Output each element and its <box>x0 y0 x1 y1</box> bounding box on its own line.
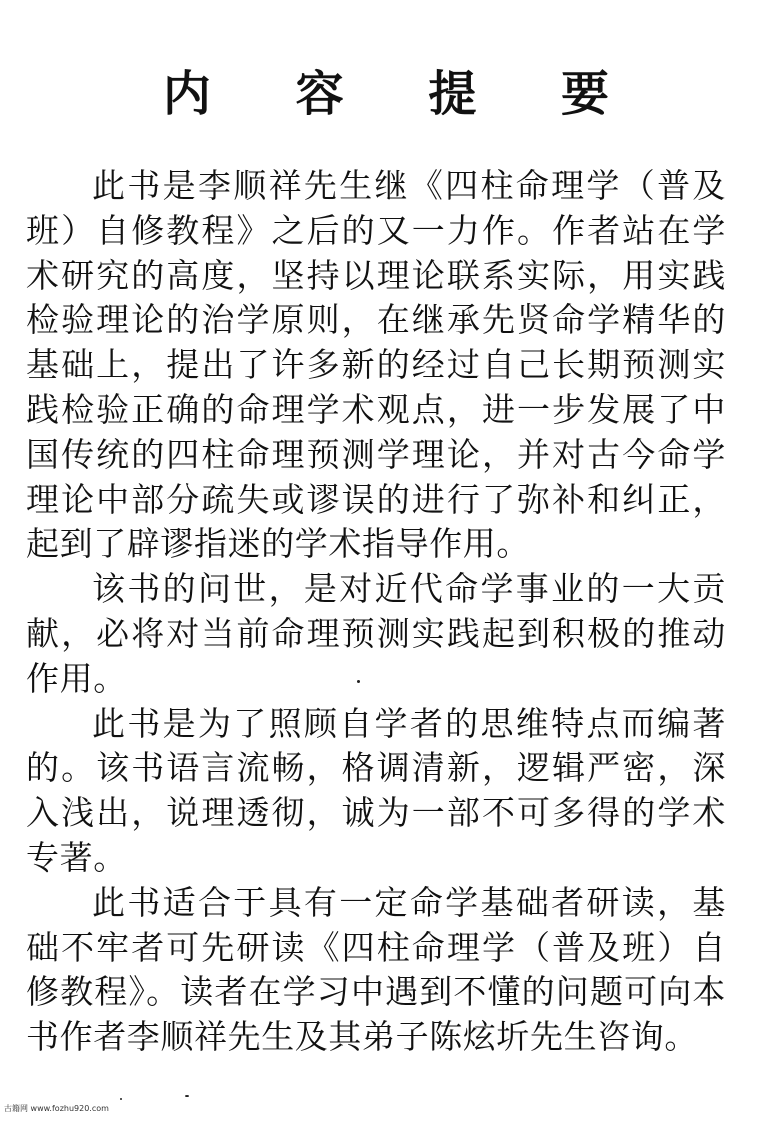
scan-speck <box>357 680 360 683</box>
page-title: 内 容 提 要 <box>162 66 644 122</box>
paragraph-3: 此书是为了照顾自学者的思维特点而编著的。该书语言流畅，格调清新，逻辑严密，深入浅出，说理透彻，诚为一部不可多得的学术专著。 <box>26 703 726 877</box>
paragraph-2: 该书的问世，是对近代命学事业的一大贡献，必将对当前命理预测实践起到积极的推动作用。 <box>26 569 726 698</box>
paragraph-4: 此书适合于具有一定命学基础者研读，基础不牢者可先研读《四柱命理学（普及班）自修教程》。读者在学习中遇到不懂的问题可向本书作者李顺祥先生及其弟子陈炫圻先生咨询。 <box>26 882 726 1057</box>
paragraph-1: 此书是李顺祥先生继《四柱命理学（普及班）自修教程》之后的又一力作。作者站在学术研究的高度，坚持以理论联系实际，用实践检验理论的治学原则，在继承先贤命学精华的基础上，提出了许多新的经过自己长期预测实践检验正确的命理学术观点，进一步发展了中国传统的四柱命理预测学理论，并对古今命学理论中部分疏失或谬误的进行了弥补和纠正，起到了辟谬指迷的学术指导作用。 <box>26 166 726 564</box>
summary-body <box>26 164 726 1060</box>
scan-speck <box>120 1098 122 1100</box>
scan-speck <box>185 1095 189 1097</box>
footer-watermark: 古籍网 www.fozhu920.com <box>4 1104 109 1113</box>
